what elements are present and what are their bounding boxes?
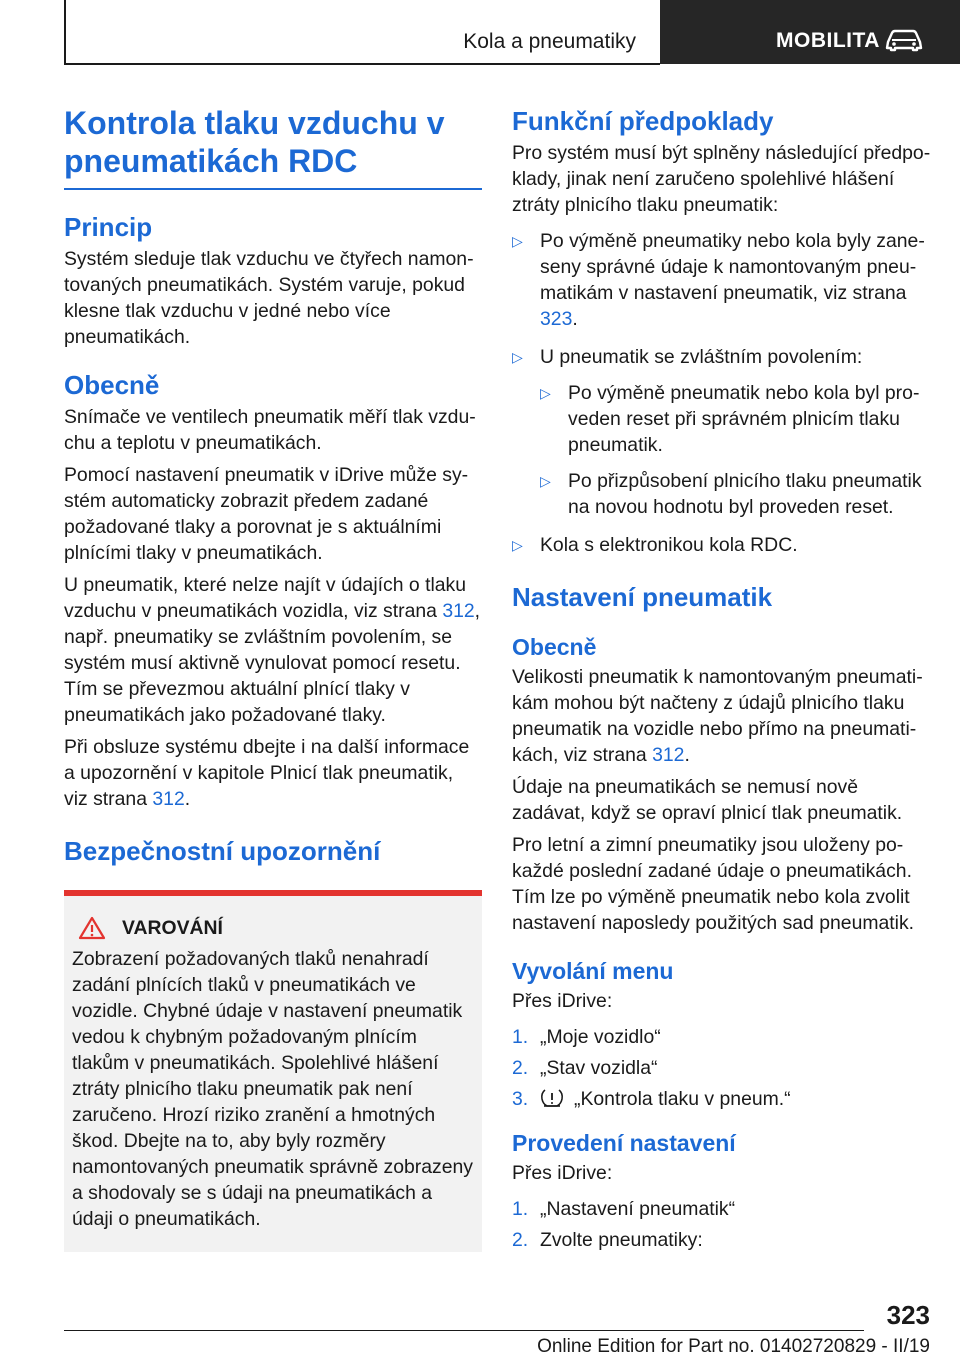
nastaveni-p1 xyxy=(512,664,932,768)
list-item xyxy=(512,1086,932,1112)
princip-text: Systém sleduje tlak vzduchu ve čtyřech namontovaných pneumatikách. Systém varuje, pokud klesne tlak vzduchu v jedné nebo více pneumatikách. xyxy=(64,248,474,348)
bullet-triangle-icon: ▷ xyxy=(540,473,551,489)
sub-bullet-2-text: Po přizpůsobení plnicího tlaku pneumatik na novou hodnotu byl proveden reset. xyxy=(568,470,922,518)
bullet-triangle-icon: ▷ xyxy=(512,233,523,249)
warning-box xyxy=(64,890,482,1252)
sub-list xyxy=(540,380,932,520)
funkcni-intro: Pro systém musí být splněny následující předpoklady, jinak není zaručeno spolehlivé hlášení ztráty plnicího tlaku pneumatik: xyxy=(512,142,931,216)
list-item xyxy=(512,1024,932,1050)
warning-triangle-icon xyxy=(78,916,106,940)
obecne-p4-text-b: . xyxy=(184,788,191,810)
bullet-3-text: Kola s elektronikou kola RDC. xyxy=(540,534,798,556)
left-column xyxy=(64,104,482,1252)
obecne-p3 xyxy=(64,572,482,728)
heading-safety: Bezpečnostní upozornění xyxy=(64,836,381,866)
step-2-text: „Stav vozidla“ xyxy=(540,1057,658,1079)
step-number: 2. xyxy=(512,1057,529,1079)
heading-obecne: Obecně xyxy=(64,370,160,400)
heading-princip: Princip xyxy=(64,212,153,242)
header-bottom-rule xyxy=(64,63,660,65)
list-item xyxy=(512,1227,932,1253)
step-3-text: „Kontrola tlaku v pneum.“ xyxy=(574,1088,791,1110)
list-item xyxy=(512,1055,932,1081)
header-left-rule xyxy=(64,0,66,64)
obecne-p1: Snímače ve ventilech pneumatik měří tlak vzduchu a teplotu v pneumatikách. xyxy=(64,406,476,454)
bullet-2-text: U pneumatik se zvláštním povolením: xyxy=(540,346,863,368)
warning-title xyxy=(72,916,474,940)
page-link-312[interactable]: 312 xyxy=(152,788,185,810)
page-link-312[interactable]: 312 xyxy=(442,600,475,622)
nastaveni-p3: Pro letní a zimní pneumatiky jsou uloženy pokaždé poslední zadané údaje o pneumatikách. Tím lze po výměně pneumatik nebo kola zvolit nastavení naposledy použitých sad pneumatik. xyxy=(512,834,915,934)
list-item xyxy=(540,468,932,520)
provedeni-intro: Přes iDrive: xyxy=(512,1162,613,1184)
bullet-1-text-a: Po výměně pneumatiky nebo kola byly zaneseny správné údaje k namontovaným pneumatikám v nastavení pneumatik, viz strana xyxy=(540,230,925,304)
step-number: 1. xyxy=(512,1026,529,1048)
sub-bullet-1-text: Po výměně pneumatik nebo kola byl proveden reset při správném plnicím tlaku pneumatik. xyxy=(568,382,920,456)
page-link-323[interactable]: 323 xyxy=(540,308,573,330)
step-number: 1. xyxy=(512,1198,529,1220)
header-tab-label: MOBILITA xyxy=(776,29,880,52)
heading-nastaveni: Nastavení pneumatik xyxy=(512,582,773,612)
bullet-1-text-b: . xyxy=(572,308,578,330)
step-2-text: Zvolte pneumatiky: xyxy=(540,1229,703,1251)
header-section-title: Kola a pneumatiky xyxy=(463,30,636,53)
obecne-p3-text-b: , např. pneumatiky se zvláštním povolením, se systém musí aktivně vynulovat pomocí resetu. Tím se převezmou aktuální plnící tlaky v pneumatikách jako požadované tlaky. xyxy=(64,600,481,726)
tire-pressure-icon xyxy=(540,1088,564,1108)
nastaveni-p1-text-a: Velikosti pneumatik k namontovaným pneumatikám mohou být načteny z údajů plnicího tlaku pneumatik na vozidle nebo přímo na pneumatikách, viz strana xyxy=(512,666,923,766)
bullet-triangle-icon: ▷ xyxy=(540,385,551,401)
warning-label: VAROVÁNÍ xyxy=(122,916,223,939)
nastaveni-p2: Údaje na pneumatikách se nemusí nově zadávat, když se opraví plnicí tlak pneumatik. xyxy=(512,776,903,824)
step-1-text: „Moje vozidlo“ xyxy=(540,1026,661,1048)
obecne-p4-text-a: Při obsluze systému dbejte i na další informace a upozornění v kapitole Plnicí tlak pneumatik, viz strana xyxy=(64,736,470,810)
obecne-p3-text-a: U pneumatik, které nelze najít v údajích o tlaku vzduchu v pneumatikách vozidla, viz strana xyxy=(64,574,467,622)
heading-funkcni: Funkční předpoklady xyxy=(512,106,774,136)
vyvolani-intro: Přes iDrive: xyxy=(512,990,613,1012)
car-icon xyxy=(884,28,924,52)
list-item xyxy=(512,532,932,558)
heading-nastaveni-obecne: Obecně xyxy=(512,634,597,660)
step-1-text: „Nastavení pneumatik“ xyxy=(540,1198,736,1220)
list-item xyxy=(512,344,932,520)
step-number: 3. xyxy=(512,1088,529,1110)
list-item xyxy=(540,380,932,458)
page-header xyxy=(0,0,960,66)
obecne-p2: Pomocí nastavení pneumatik v iDrive může systém automaticky zobrazit předem zadané požadované tlaky a porovnat je s aktuálními plnícími tlaky v pneumatikách. xyxy=(64,464,469,564)
step-number: 2. xyxy=(512,1229,529,1251)
title-rule xyxy=(64,188,482,190)
footer-rule xyxy=(64,1330,864,1331)
page-title: Kontrola tlaku vzduchu v pneumatikách RDC xyxy=(64,105,445,179)
menu-steps-list xyxy=(512,1024,932,1112)
heading-vyvolani: Vyvolání menu xyxy=(512,958,674,984)
heading-provedeni: Provedení nastavení xyxy=(512,1130,736,1156)
bullet-triangle-icon: ▷ xyxy=(512,349,523,365)
page-number: 323 xyxy=(886,1300,930,1330)
page-link-312[interactable]: 312 xyxy=(652,744,685,766)
bullet-triangle-icon: ▷ xyxy=(512,537,523,553)
warning-text: Zobrazení požadovaných tlaků nenahradí zadání plnících tlaků v pneumatikách ve vozidle. Chybné údaje v nastavení pneumatik vedou k chybným požadovaným plnícím tlakům v pneumatikách. Spolehlivé hlášení ztráty plnicího tlaku pneumatik pak není zaručeno. Hrozí riziko zranění a hmotných škod. Dbejte na to, aby byly rozměry namontovaných pneumatik správně zobrazeny a shodovaly se s údaji na pneumatikách a údaji o pneumatikách. xyxy=(72,948,473,1230)
settings-steps-list xyxy=(512,1196,932,1253)
prerequisites-list xyxy=(512,228,932,558)
list-item xyxy=(512,1196,932,1222)
nastaveni-p1-text-b: . xyxy=(684,744,690,766)
right-column xyxy=(512,104,932,1258)
obecne-p4 xyxy=(64,734,482,812)
footer-edition: Online Edition for Part no. 01402720829 - II/19 xyxy=(537,1336,930,1357)
list-item xyxy=(512,228,932,332)
